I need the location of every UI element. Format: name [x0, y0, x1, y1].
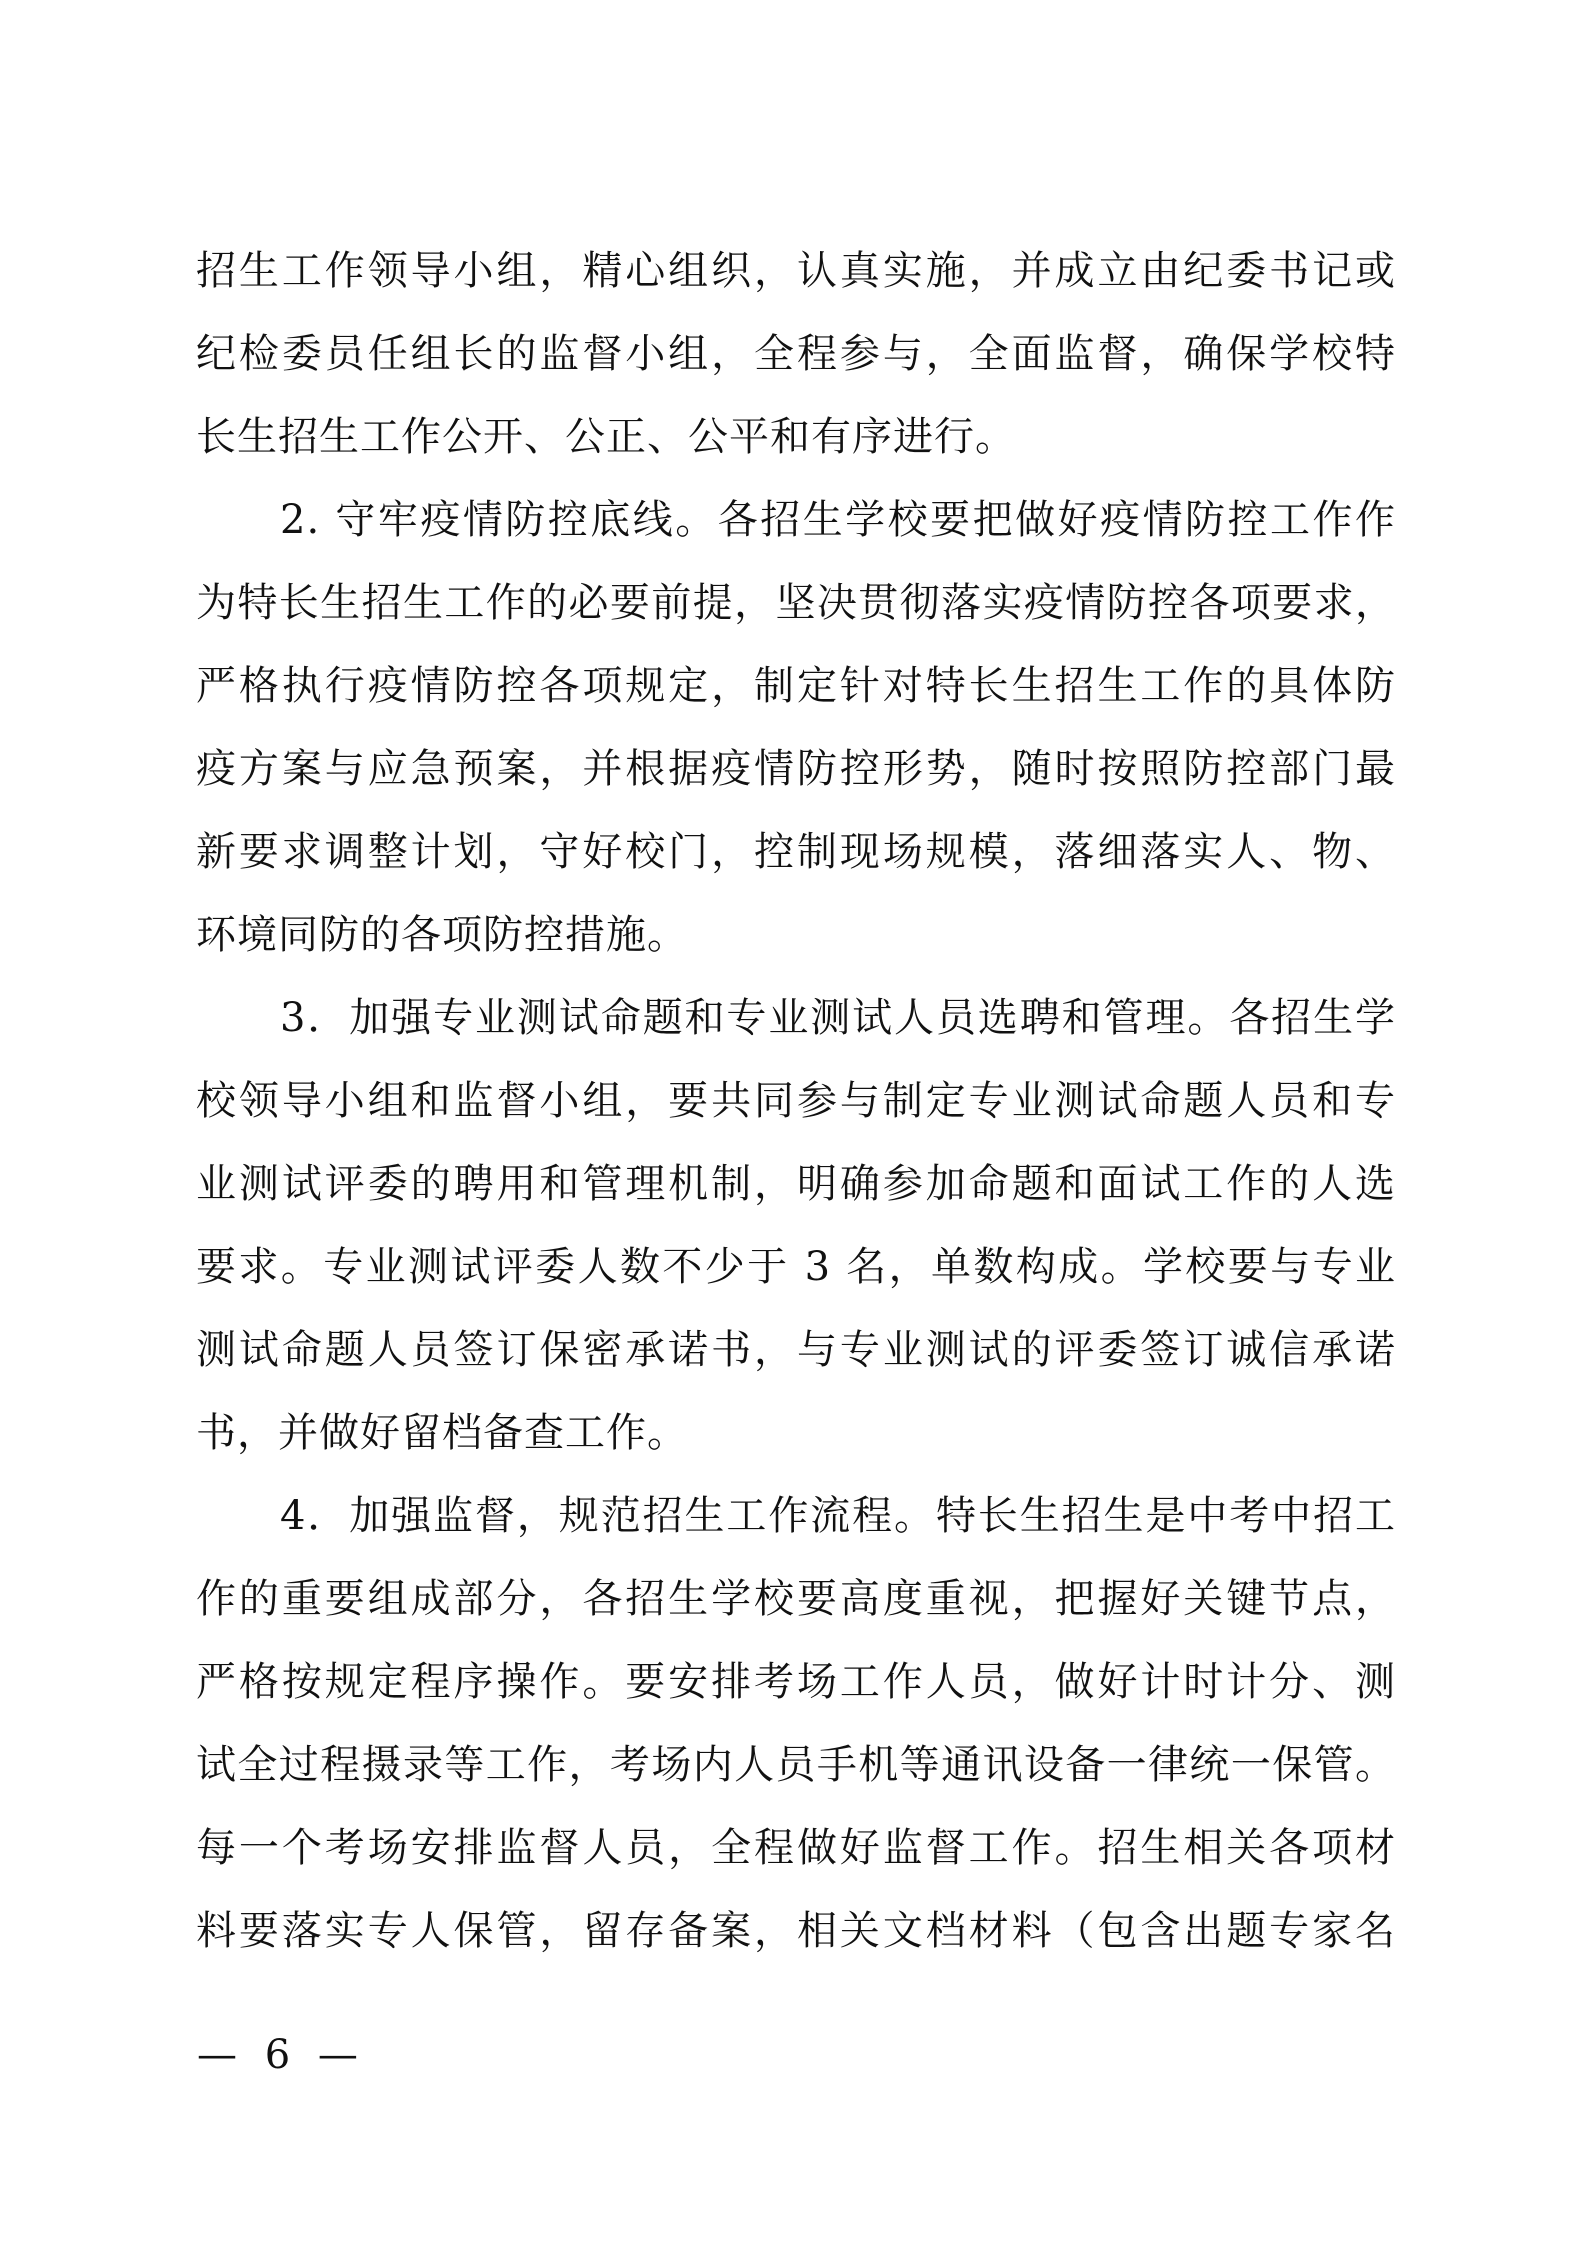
page-footer: [196, 2025, 359, 2085]
page-number: 6: [264, 2032, 291, 2078]
text-line: 严格执行疫情防控各项规定，制定针对特长生招生工作的具体防: [196, 663, 1396, 709]
paragraph-item-2: [196, 479, 1396, 977]
text-line: 作的重要组成部分，各招生学校要高度重视，把握好关键节点，: [196, 1576, 1396, 1622]
footer-dash-left: —: [197, 2032, 237, 2078]
text-line: 每一个考场安排监督人员，全程做好监督工作。招生相关各项材: [196, 1825, 1396, 1871]
text-line: 3．加强专业测试命题和专业测试人员选聘和管理。各招生学: [280, 995, 1396, 1041]
text-line: 4．加强监督，规范招生工作流程。特长生招生是中考中招工: [280, 1493, 1396, 1539]
text-line: 严格按规定程序操作。要安排考场工作人员，做好计时计分、测: [196, 1659, 1396, 1705]
text-line: 试全过程摄录等工作，考场内人员手机等通讯设备一律统一保管。: [196, 1742, 1396, 1788]
text-line: 测试命题人员签订保密承诺书，与专业测试的评委签订诚信承诺: [196, 1327, 1396, 1373]
text-line: 纪检委员任组长的监督小组，全程参与，全面监督，确保学校特: [196, 331, 1396, 377]
footer-dash-right: —: [317, 2032, 358, 2078]
text-line: 2. 守牢疫情防控底线。各招生学校要把做好疫情防控工作作: [280, 497, 1396, 543]
text-line: 新要求调整计划，守好校门，控制现场规模，落细落实人、物、: [196, 829, 1396, 875]
text-line: 料要落实专人保管，留存备案，相关文档材料（包含出题专家名: [196, 1908, 1396, 1954]
text-line: 环境同防的各项防控措施。: [196, 912, 688, 958]
text-line: 要求。专业测试评委人数不少于 3 名，单数构成。学校要与专业: [196, 1244, 1396, 1290]
text-line: 为特长生招生工作的必要前提，坚决贯彻落实疫情防控各项要求，: [196, 580, 1396, 626]
paragraph-item-4: [196, 1475, 1396, 1973]
text-line: 招生工作领导小组，精心组织，认真实施，并成立由纪委书记或: [196, 248, 1396, 294]
text-line: 业测试评委的聘用和管理机制，明确参加命题和面试工作的人选: [196, 1161, 1396, 1207]
text-line: 校领导小组和监督小组，要共同参与制定专业测试命题人员和专: [196, 1078, 1396, 1124]
text-line: 疫方案与应急预案，并根据疫情防控形势，随时按照防控部门最: [196, 746, 1396, 792]
text-line: 长生招生工作公开、公正、公平和有序进行。: [196, 414, 1016, 460]
document-body: [196, 230, 1396, 1973]
paragraph-continuation: [196, 230, 1396, 479]
text-line: 书，并做好留档备查工作。: [196, 1410, 688, 1456]
paragraph-item-3: [196, 977, 1396, 1475]
